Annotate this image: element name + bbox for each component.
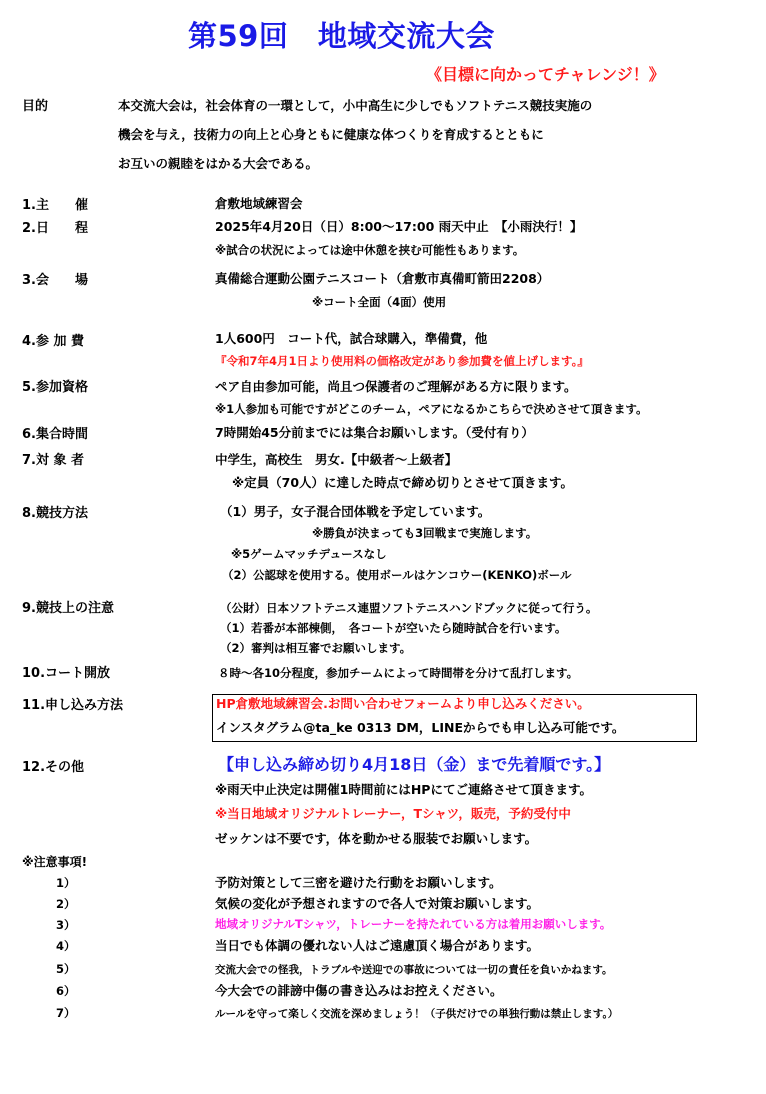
rules-line-1: （公財）日本ソフトテニス連盟ソフトテニスハンドブックに従って行う。 bbox=[220, 601, 598, 615]
method-line-4: （2）公認球を使用する。使用ボールはケンコウー(KENKO)ボール bbox=[222, 568, 572, 582]
note-5-num: 5） bbox=[56, 962, 76, 976]
court-open-value: ８時～各10分程度，参加チームによって時間帯を分けて乱打します。 bbox=[218, 666, 579, 680]
method-line-3: ※5ゲームマッチデュースなし bbox=[231, 547, 387, 561]
other-label: 12.その他 bbox=[22, 760, 85, 775]
organizer-value: 倉敷地域練習会 bbox=[215, 196, 303, 211]
target-note: ※定員（70人）に達した時点で締め切りとさせて頂きます。 bbox=[232, 475, 574, 490]
schedule-label: 2.日 程 bbox=[22, 221, 88, 236]
organizer-label: 1.主 催 bbox=[22, 198, 88, 213]
target-value: 中学生，高校生 男女.【中級者～上級者】 bbox=[215, 452, 458, 467]
note-4-text: 当日でも体調の優れない人はご遠慮頂く場合があります。 bbox=[215, 938, 540, 953]
gathering-value: 7時開始45分前までには集合お願いします。（受付有り） bbox=[215, 425, 534, 440]
note-1-num: 1） bbox=[56, 876, 76, 890]
fee-note: 『令和7年4月1日より使用料の価格改定があり参加費を値上げします。』 bbox=[215, 354, 589, 368]
purpose-line-3: お互いの親睦をはかる大会である。 bbox=[118, 156, 319, 171]
schedule-note: ※試合の状況によっては途中休憩を挟む可能性もあります。 bbox=[215, 243, 525, 257]
purpose-label: 目的 bbox=[22, 99, 49, 114]
purpose-line-2: 機会を与え，技術力の向上と心身ともに健康な体つくりを育成するとともに bbox=[118, 127, 544, 142]
note-5-text: 交流大会での怪我，トラブルや送迎での事故については一切の責任を負いかねます。 bbox=[215, 964, 613, 976]
note-3-num: 3） bbox=[56, 918, 76, 932]
eligibility-value: ペア自由参加可能，尚且つ保護者のご理解がある方に限ります。 bbox=[215, 379, 577, 394]
deadline-notice: 【申し込み締め切り4月18日（金）まで先着順です。】 bbox=[218, 755, 611, 774]
court-open-label: 10.コート開放 bbox=[22, 666, 111, 681]
fee-value: 1人600円 コート代，試合球購入，準備費，他 bbox=[215, 331, 488, 346]
venue-note: ※コート全面（4面）使用 bbox=[312, 295, 447, 309]
rules-line-2: （1）若番が本部棟側， 各コートが空いたら随時試合を行います。 bbox=[220, 621, 567, 635]
note-2-num: 2） bbox=[56, 897, 76, 911]
other-line-2: ※雨天中止決定は開催1時間前にはHPにてご連絡させて頂きます。 bbox=[215, 782, 592, 797]
note-7-num: 7） bbox=[56, 1006, 76, 1020]
rules-label: 9.競技上の注意 bbox=[22, 601, 114, 616]
page-title: 第59回 地域交流大会 bbox=[188, 19, 495, 53]
note-4-num: 4） bbox=[56, 939, 76, 953]
method-line-1: （1）男子，女子混合団体戦を予定しています。 bbox=[220, 504, 491, 519]
apply-line-1: HP倉敷地域練習会.お問い合わせフォームより申し込みください。 bbox=[216, 696, 590, 711]
schedule-value: 2025年4月20日（日）8:00～17:00 雨天中止 【小雨決行！】 bbox=[215, 219, 583, 234]
notes-label: ※注意事項! bbox=[22, 855, 88, 869]
note-2-text: 気候の変化が予想されますので各人で対策お願いします。 bbox=[215, 896, 540, 911]
fee-label: 4.参 加 費 bbox=[22, 334, 85, 349]
apply-line-2: インスタグラム@ta_ke 0313 DM，LINEからでも申し込み可能です。 bbox=[216, 720, 625, 735]
other-line-3: ※当日地域オリジナルトレーナー，Tシャツ，販売，予約受付中 bbox=[215, 806, 571, 821]
note-1-text: 予防対策として三密を避けた行動をお願いします。 bbox=[215, 875, 502, 890]
venue-label: 3.会 場 bbox=[22, 273, 88, 288]
note-6-text: 今大会での誹謗中傷の書き込みはお控えください。 bbox=[215, 983, 503, 998]
note-7-text: ルールを守って楽しく交流を深めましょう！（子供だけでの単独行動は禁止します。） bbox=[215, 1008, 619, 1020]
method-line-2: ※勝負が決まっても3回戦まで実施します。 bbox=[312, 526, 538, 540]
gathering-label: 6.集合時間 bbox=[22, 427, 88, 442]
note-3-text: 地域オリジナルTシャツ，トレーナーを持たれている方は着用お願いします。 bbox=[215, 917, 612, 931]
page-subtitle: 《目標に向かってチャレンジ！》 bbox=[426, 65, 665, 84]
purpose-line-1: 本交流大会は，社会体育の一環として，小中高生に少しでもソフトテニス競技実施の bbox=[118, 98, 593, 113]
other-line-4: ゼッケンは不要です，体を動かせる服装でお願いします。 bbox=[215, 831, 538, 846]
eligibility-label: 5.参加資格 bbox=[22, 380, 88, 395]
note-6-num: 6） bbox=[56, 984, 76, 998]
apply-label: 11.申し込み方法 bbox=[22, 698, 124, 713]
target-label: 7.対 象 者 bbox=[22, 453, 85, 468]
method-label: 8.競技方法 bbox=[22, 506, 88, 521]
eligibility-note: ※1人参加も可能ですがどこのチーム，ペアになるかこちらで決めさせて頂きます。 bbox=[215, 402, 648, 416]
venue-value: 真備総合運動公園テニスコート（倉敷市真備町箭田2208） bbox=[215, 271, 550, 286]
rules-line-3: （2）審判は相互審でお願いします。 bbox=[220, 641, 412, 655]
